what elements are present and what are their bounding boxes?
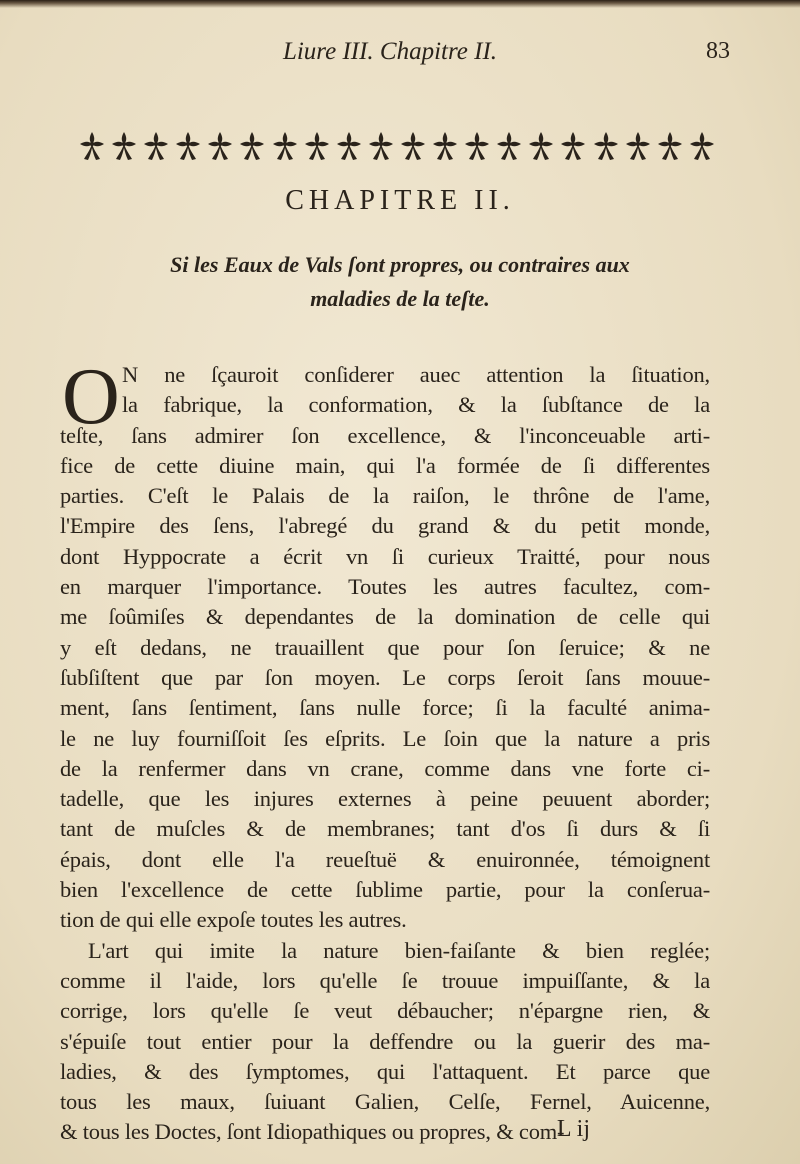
text-line: N ne ſçauroit conſiderer auec attention la ſituation, [122, 362, 710, 387]
body-text [60, 353, 710, 1148]
fleuron-ornament-icon [303, 130, 331, 162]
text-line: bien l'excellence de cette ſublime partie, pour la conſerua- [60, 877, 710, 903]
fleuron-ornament-icon [174, 130, 202, 162]
fleuron-ornament-icon [624, 130, 652, 162]
text-line: tous les maux, ſuiuant Galien, Celſe, Fernel, Auicenne, [60, 1089, 710, 1115]
fleuron-ornament-icon [431, 130, 459, 162]
chapter-subtitle-line-1: Si les Eaux de Vals ſont propres, ou contraires aux [170, 252, 630, 277]
fleuron-ornament-icon [527, 130, 555, 162]
text-line: ladies, & des ſymptomes, qui l'attaquent. Et parce que [60, 1058, 710, 1084]
drop-cap-initial: O [62, 353, 120, 441]
page-number: 83 [706, 38, 730, 64]
signature-mark: L ij [556, 1116, 590, 1142]
fleuron-ornament-icon [559, 130, 587, 162]
chapter-subtitle [120, 248, 680, 316]
text-line: s'épuiſe tout entier pour la deffendre ou la guerir des ma- [60, 1028, 710, 1054]
text-line: le ne luy fourniſſoit ſes eſprits. Le ſoin que la nature a pris [60, 725, 710, 751]
text-line: de la renfermer dans vn crane, comme dans vne forte ci- [60, 755, 710, 781]
text-line: tion de qui elle expoſe toutes les autres. [60, 907, 407, 933]
text-line: ſubſiſtent que par ſon moyen. Le corps ſeroit ſans mouue- [60, 664, 710, 690]
fleuron-ornament-icon [238, 130, 266, 162]
text-line: épais, dont elle l'a reueſtuë & enuironnée, témoignent [60, 846, 710, 872]
text-line: en marquer l'importance. Toutes les autres facultez, com- [60, 574, 710, 600]
fleuron-ornament-icon [688, 130, 716, 162]
text-line: & tous les Doctes, ſont Idiopathiques ou propres, & com- [60, 1119, 565, 1145]
fleuron-ornament-icon [142, 130, 170, 162]
chapter-title: CHAPITRE II. [285, 185, 515, 216]
fleuron-ornament-band [78, 128, 716, 164]
text-line: dont Hyppocrate a écrit vn ſi curieux Traitté, pour nous [60, 543, 710, 569]
fleuron-ornament-icon [399, 130, 427, 162]
text-line: y eſt dedans, ne trauaillent que pour ſon ſeruice; & ne [60, 634, 710, 660]
text-line: l'Empire des ſens, l'abregé du grand & du petit monde, [60, 513, 710, 539]
text-line: L'art qui imite la nature bien-faiſante & bien reglée; [88, 937, 710, 963]
fleuron-ornament-icon [495, 130, 523, 162]
text-line: parties. C'eſt le Palais de la raiſon, le thrône de l'ame, [60, 483, 710, 509]
fleuron-ornament-icon [206, 130, 234, 162]
fleuron-ornament-icon [367, 130, 395, 162]
fleuron-ornament-icon [335, 130, 363, 162]
text-line: corrige, lors qu'elle ſe veut débaucher; n'épargne rien, & [60, 998, 710, 1024]
text-line: me ſoûmiſes & dependantes de la domination de celle qui [60, 604, 710, 630]
fleuron-ornament-icon [78, 130, 106, 162]
text-line: tant de muſcles & de membranes; tant d'os ſi durs & ſi [60, 816, 710, 842]
fleuron-ornament-icon [656, 130, 684, 162]
text-line: la fabrique, la conformation, & la ſubſtance de la [122, 392, 710, 418]
text-line: teſte, ſans admirer ſon excellence, & l'inconceuable arti- [60, 422, 710, 448]
text-line: ment, ſans ſentiment, ſans nulle force; ſi la faculté anima- [60, 695, 710, 721]
text-line: tadelle, que les injures externes à peine peuuent aborder; [60, 786, 710, 812]
fleuron-ornament-icon [110, 130, 138, 162]
page-top-edge [0, 0, 800, 8]
text-line: fice de cette diuine main, qui l'a formée de ſi differentes [60, 452, 710, 478]
chapter-subtitle-line-2: maladies de la teſte. [310, 286, 490, 311]
running-head [0, 34, 800, 70]
text-line: comme il l'aide, lors qu'elle ſe trouue impuiſſante, & la [60, 967, 710, 993]
fleuron-ornament-icon [271, 130, 299, 162]
fleuron-ornament-icon [592, 130, 620, 162]
running-title: Liure III. Chapitre II. [282, 38, 498, 65]
fleuron-ornament-icon [463, 130, 491, 162]
